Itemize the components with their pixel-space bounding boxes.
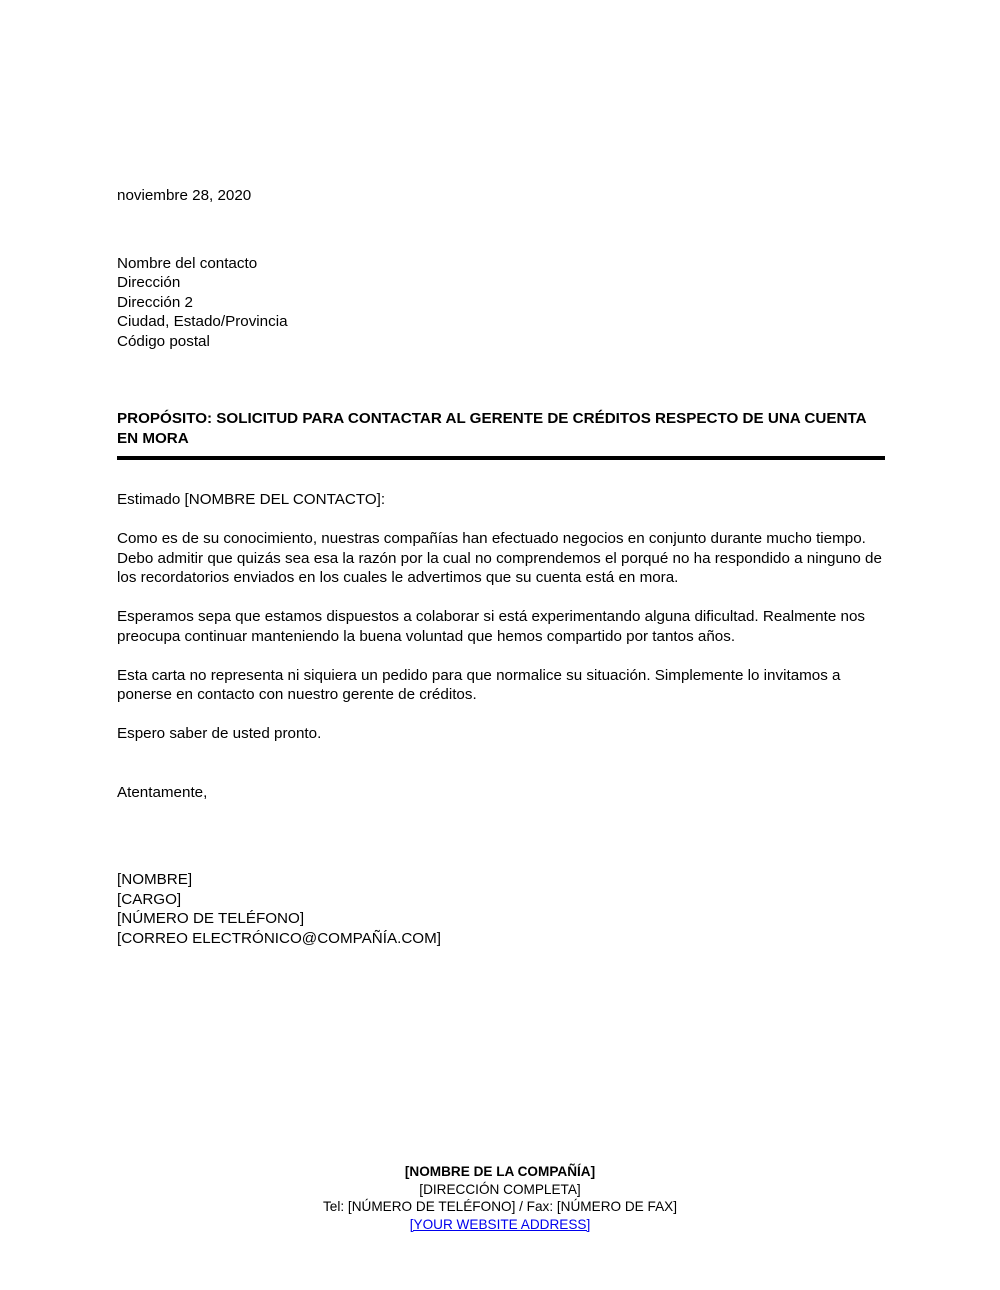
website-link[interactable]: [YOUR WEBSITE ADDRESS]	[409, 1216, 591, 1232]
footer-company-name: [NOMBRE DE LA COMPAÑÍA]	[404, 1164, 596, 1179]
letter-date: noviembre 28, 2020	[117, 187, 252, 204]
paragraph: Esperamos sepa que estamos dispuestos a colaborar si está experimentando alguna dificultad. Realmente nos preocupa continuar manteniendo la buena voluntad que hemos compartido por tantos años.	[117, 608, 865, 645]
spacer	[117, 763, 885, 783]
footer-contact: Tel: [NÚMERO DE TELÉFONO] / Fax: [NÚMERO DE FAX]	[323, 1199, 677, 1214]
recipient-address-block	[117, 254, 885, 352]
signature-line: [CARGO]	[117, 890, 182, 908]
signature-line: [NÚMERO DE TELÉFONO]	[117, 910, 305, 927]
closing-salutation: Atentamente,	[117, 783, 208, 801]
paragraph: Como es de su conocimiento, nuestras compañías han efectuado negocios en conjunto durante mucho tiempo. Debo admitir que quizás sea esa la razón por la cual no comprendemos el porqué no ha respondido a ninguno de los recordatorios enviados en los cuales le advertimos que su cuenta está en mora.	[117, 530, 882, 586]
address-line: Código postal	[117, 332, 210, 350]
letter-body	[117, 186, 885, 948]
address-line: Dirección 2	[117, 293, 193, 311]
signature-space	[117, 802, 885, 870]
page-footer	[0, 1163, 1000, 1233]
salutation: Estimado [NOMBRE DEL CONTACTO]:	[117, 491, 386, 508]
spacer	[117, 351, 885, 409]
paragraph: Espero saber de usted pronto.	[117, 725, 322, 742]
spacer	[117, 206, 885, 254]
subject-heading: PROPÓSITO: SOLICITUD PARA CONTACTAR AL GERENTE DE CRÉDITOS RESPECTO DE UNA CUENTA EN MORA	[117, 410, 867, 447]
paragraph: Esta carta no representa ni siquiera un pedido para que normalice su situación. Simplemente lo invitamos a ponerse en contacto con nuestro gerente de créditos.	[117, 666, 841, 703]
signature-line: [NOMBRE]	[117, 871, 193, 888]
signature-line: [CORREO ELECTRÓNICO@COMPAÑÍA.COM]	[117, 929, 441, 947]
address-line: Ciudad, Estado/Provincia	[117, 313, 288, 330]
address-line: Nombre del contacto	[117, 254, 258, 272]
footer-website-line	[0, 1216, 1000, 1234]
spacer	[117, 510, 885, 530]
footer-address: [DIRECCIÓN COMPLETA]	[419, 1181, 581, 1197]
spacer	[117, 460, 885, 490]
signature-block	[117, 870, 885, 948]
address-line: Dirección	[117, 274, 181, 291]
